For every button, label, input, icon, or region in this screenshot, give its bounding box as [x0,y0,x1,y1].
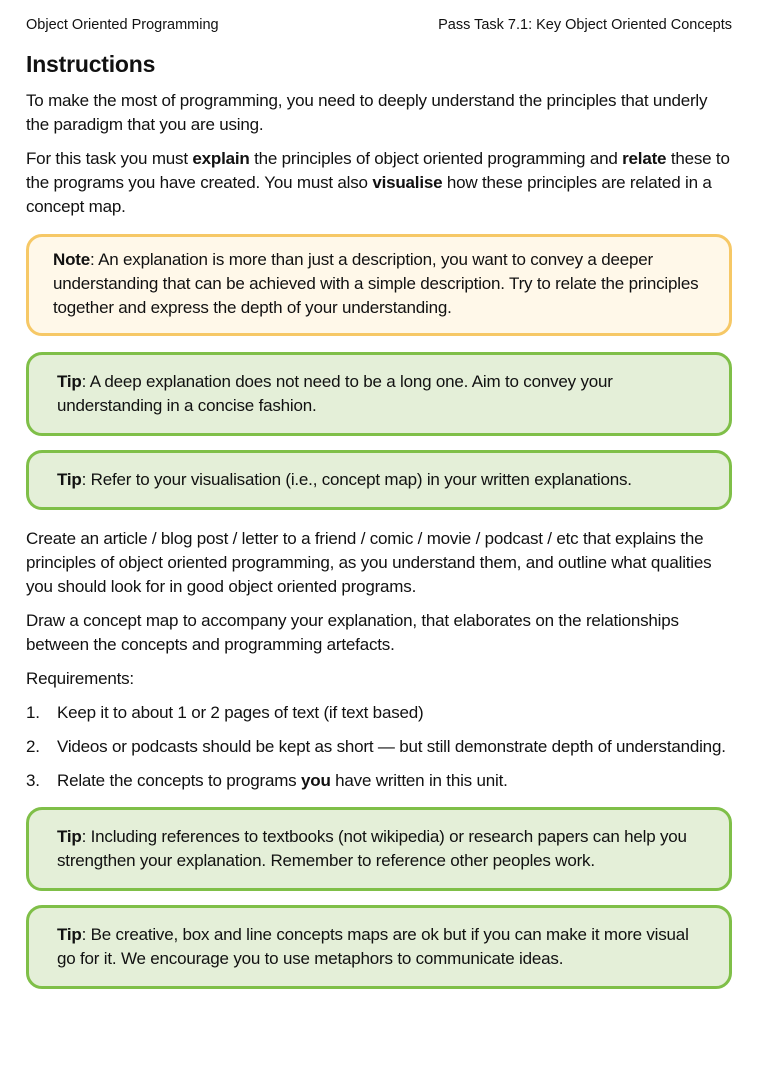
tip-box-1 [26,352,732,436]
tip-box-2 [26,450,732,510]
tip-box-4 [26,905,732,989]
tip-text: : Be creative, box and line concepts maps are ok but if you can make it more visual go for it. We encourage you to use metaphors to communicate ideas. [57,925,689,968]
requirements-label: Requirements: [26,669,134,688]
list-item [26,769,732,793]
task-text-1: For this task you must [26,149,193,168]
note-lead: Note [53,250,90,269]
list-item-text-pre: Relate the concepts to programs [57,771,302,790]
list-item-text: Keep it to about 1 or 2 pages of text (if text based) [57,703,424,722]
task-text-4: how these principles are related in a concept map. [26,173,712,216]
tip-text: : Including references to textbooks (not wikipedia) or research papers can help you strengthen your explanation. Remember to reference other peoples work. [57,827,687,870]
section-title: Instructions [26,51,156,77]
running-header [26,17,732,37]
tip-lead: Tip [57,925,82,944]
header-task-title: Pass Task 7.1: Key Object Oriented Concepts [438,17,732,33]
intro-paragraph: To make the most of programming, you need to deeply understand the principles that underly the paradigm that you are using. [26,91,708,134]
tip-text: : A deep explanation does not need to be a long one. Aim to convey your understanding in a concise fashion. [57,372,613,415]
tip-lead: Tip [57,827,82,846]
tip-box-3 [26,807,732,891]
list-number: 1. [26,703,40,722]
tip-lead: Tip [57,372,82,391]
task-bold-explain: explain [192,149,250,168]
tip-lead: Tip [57,470,82,489]
task-text-2: the principles of object oriented programming and [249,149,623,168]
requirements-list [26,701,732,793]
create-paragraph: Create an article / blog post / letter to a friend / comic / movie / podcast / etc that explains the principles of object oriented programming, as you understand them, and outline what qualities you should look for in good object oriented programs. [26,529,712,596]
list-item-text: Videos or podcasts should be kept as short — but still demonstrate depth of understanding. [57,737,726,756]
note-text: : An explanation is more than just a description, you want to convey a deeper understanding that can be achieved with a simple description. Try to relate the principles together and express the depth of your understanding. [53,250,699,317]
concept-map-paragraph: Draw a concept map to accompany your explanation, that elaborates on the relationships between the concepts and programming artefacts. [26,611,679,654]
list-item-text [57,769,508,793]
document-page [26,0,732,1003]
list-number: 3. [26,771,40,790]
task-paragraph [26,147,732,219]
note-box [26,234,732,336]
list-number: 2. [26,737,40,756]
list-item [26,701,732,725]
task-bold-visualise: visualise [372,173,443,192]
list-item-bold-you: you [301,771,331,790]
header-course-title: Object Oriented Programming [26,17,219,33]
list-item-text-post: have written in this unit. [330,771,508,790]
task-bold-relate: relate [622,149,667,168]
list-item [26,735,732,759]
tip-text: : Refer to your visualisation (i.e., concept map) in your written explanations. [81,470,632,489]
task-text-3: these to the programs you have created. You must also [26,149,730,192]
